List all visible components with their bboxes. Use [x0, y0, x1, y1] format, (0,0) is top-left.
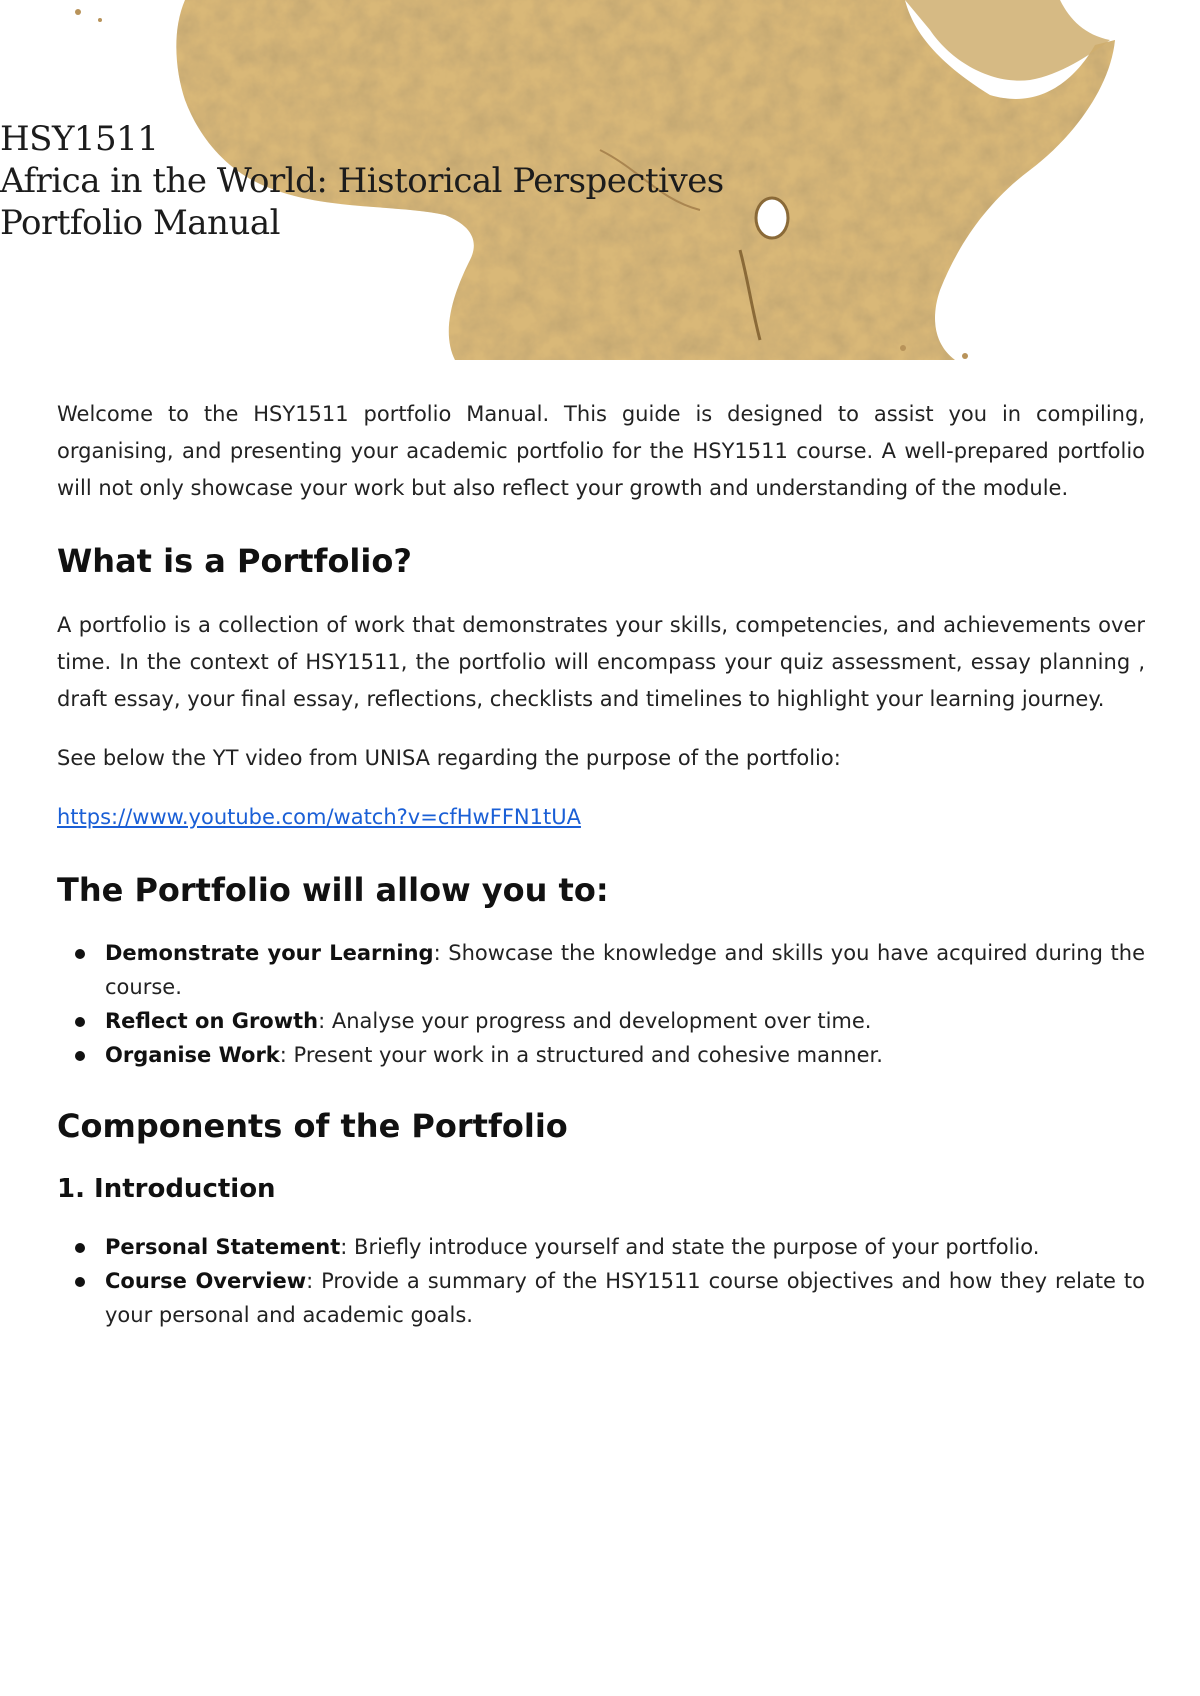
what-is-heading: What is a Portfolio? — [57, 542, 412, 580]
lake-victoria — [756, 198, 788, 238]
list-item — [57, 1264, 1145, 1332]
list-item — [57, 1004, 1145, 1038]
item-text: : Present your work in a structured and cohesive manner. — [279, 1043, 883, 1067]
introduction-heading: 1. Introduction — [57, 1174, 276, 1204]
document-body — [57, 396, 1145, 1342]
allow-list — [57, 936, 1145, 1072]
youtube-link[interactable]: https://www.youtube.com/watch?v=cfHwFFN1tUA — [57, 805, 581, 829]
bullet-icon — [75, 1277, 85, 1287]
item-text: : Provide a summary of the HSY1511 course objectives and how they relate to your personal and academic goals. — [105, 1269, 1145, 1327]
header-banner — [0, 0, 1200, 360]
bullet-icon — [75, 1017, 85, 1027]
island-dot — [75, 9, 81, 15]
components-heading: Components of the Portfolio — [57, 1107, 568, 1145]
course-code: HSY1511 — [0, 119, 159, 159]
introduction-list — [57, 1230, 1145, 1332]
intro-paragraph: Welcome to the HSY1511 portfolio Manual. This guide is designed to assist you in compiling, organising, and presenting your academic portfolio for the HSY1511 course. A well-prepared portfolio will not only showcase your work but also reflect your growth and understanding of the module. — [57, 402, 1145, 500]
what-is-paragraph: A portfolio is a collection of work that demonstrates your skills, competencies, and achievements over time. In the context of HSY1511, the portfolio will encompass your quiz assessment, essay planning , draft essay, your final essay, reflections, checklists and timelines to highlight your learning journey. — [57, 613, 1145, 711]
item-text: : Showcase the knowledge and skills you have acquired during the course. — [105, 941, 1146, 999]
bullet-icon — [75, 1243, 85, 1253]
item-title: Demonstrate your Learning — [105, 941, 434, 965]
item-title: Organise Work — [105, 1043, 280, 1067]
item-title: Reflect on Growth — [105, 1009, 319, 1033]
list-item — [57, 1230, 1145, 1264]
course-title: Africa in the World: Historical Perspectives — [0, 161, 724, 201]
bullet-icon — [75, 949, 85, 959]
island-dot — [900, 345, 906, 351]
allow-heading: The Portfolio will allow you to: — [57, 871, 609, 909]
item-text: : Briefly introduce yourself and state the purpose of your portfolio. — [340, 1235, 1040, 1259]
island-dot — [962, 353, 968, 359]
item-title: Personal Statement — [105, 1235, 341, 1259]
list-item — [57, 1038, 1145, 1072]
item-text: : Analyse your progress and development over time. — [318, 1009, 872, 1033]
document-type: Portfolio Manual — [0, 203, 280, 243]
item-title: Course Overview — [105, 1269, 307, 1293]
title-block — [0, 118, 724, 244]
list-item — [57, 936, 1145, 1004]
bullet-icon — [75, 1051, 85, 1061]
video-note: See below the YT video from UNISA regarding the purpose of the portfolio: — [57, 746, 841, 770]
island-dot — [98, 18, 102, 22]
video-link-row — [57, 799, 1145, 836]
